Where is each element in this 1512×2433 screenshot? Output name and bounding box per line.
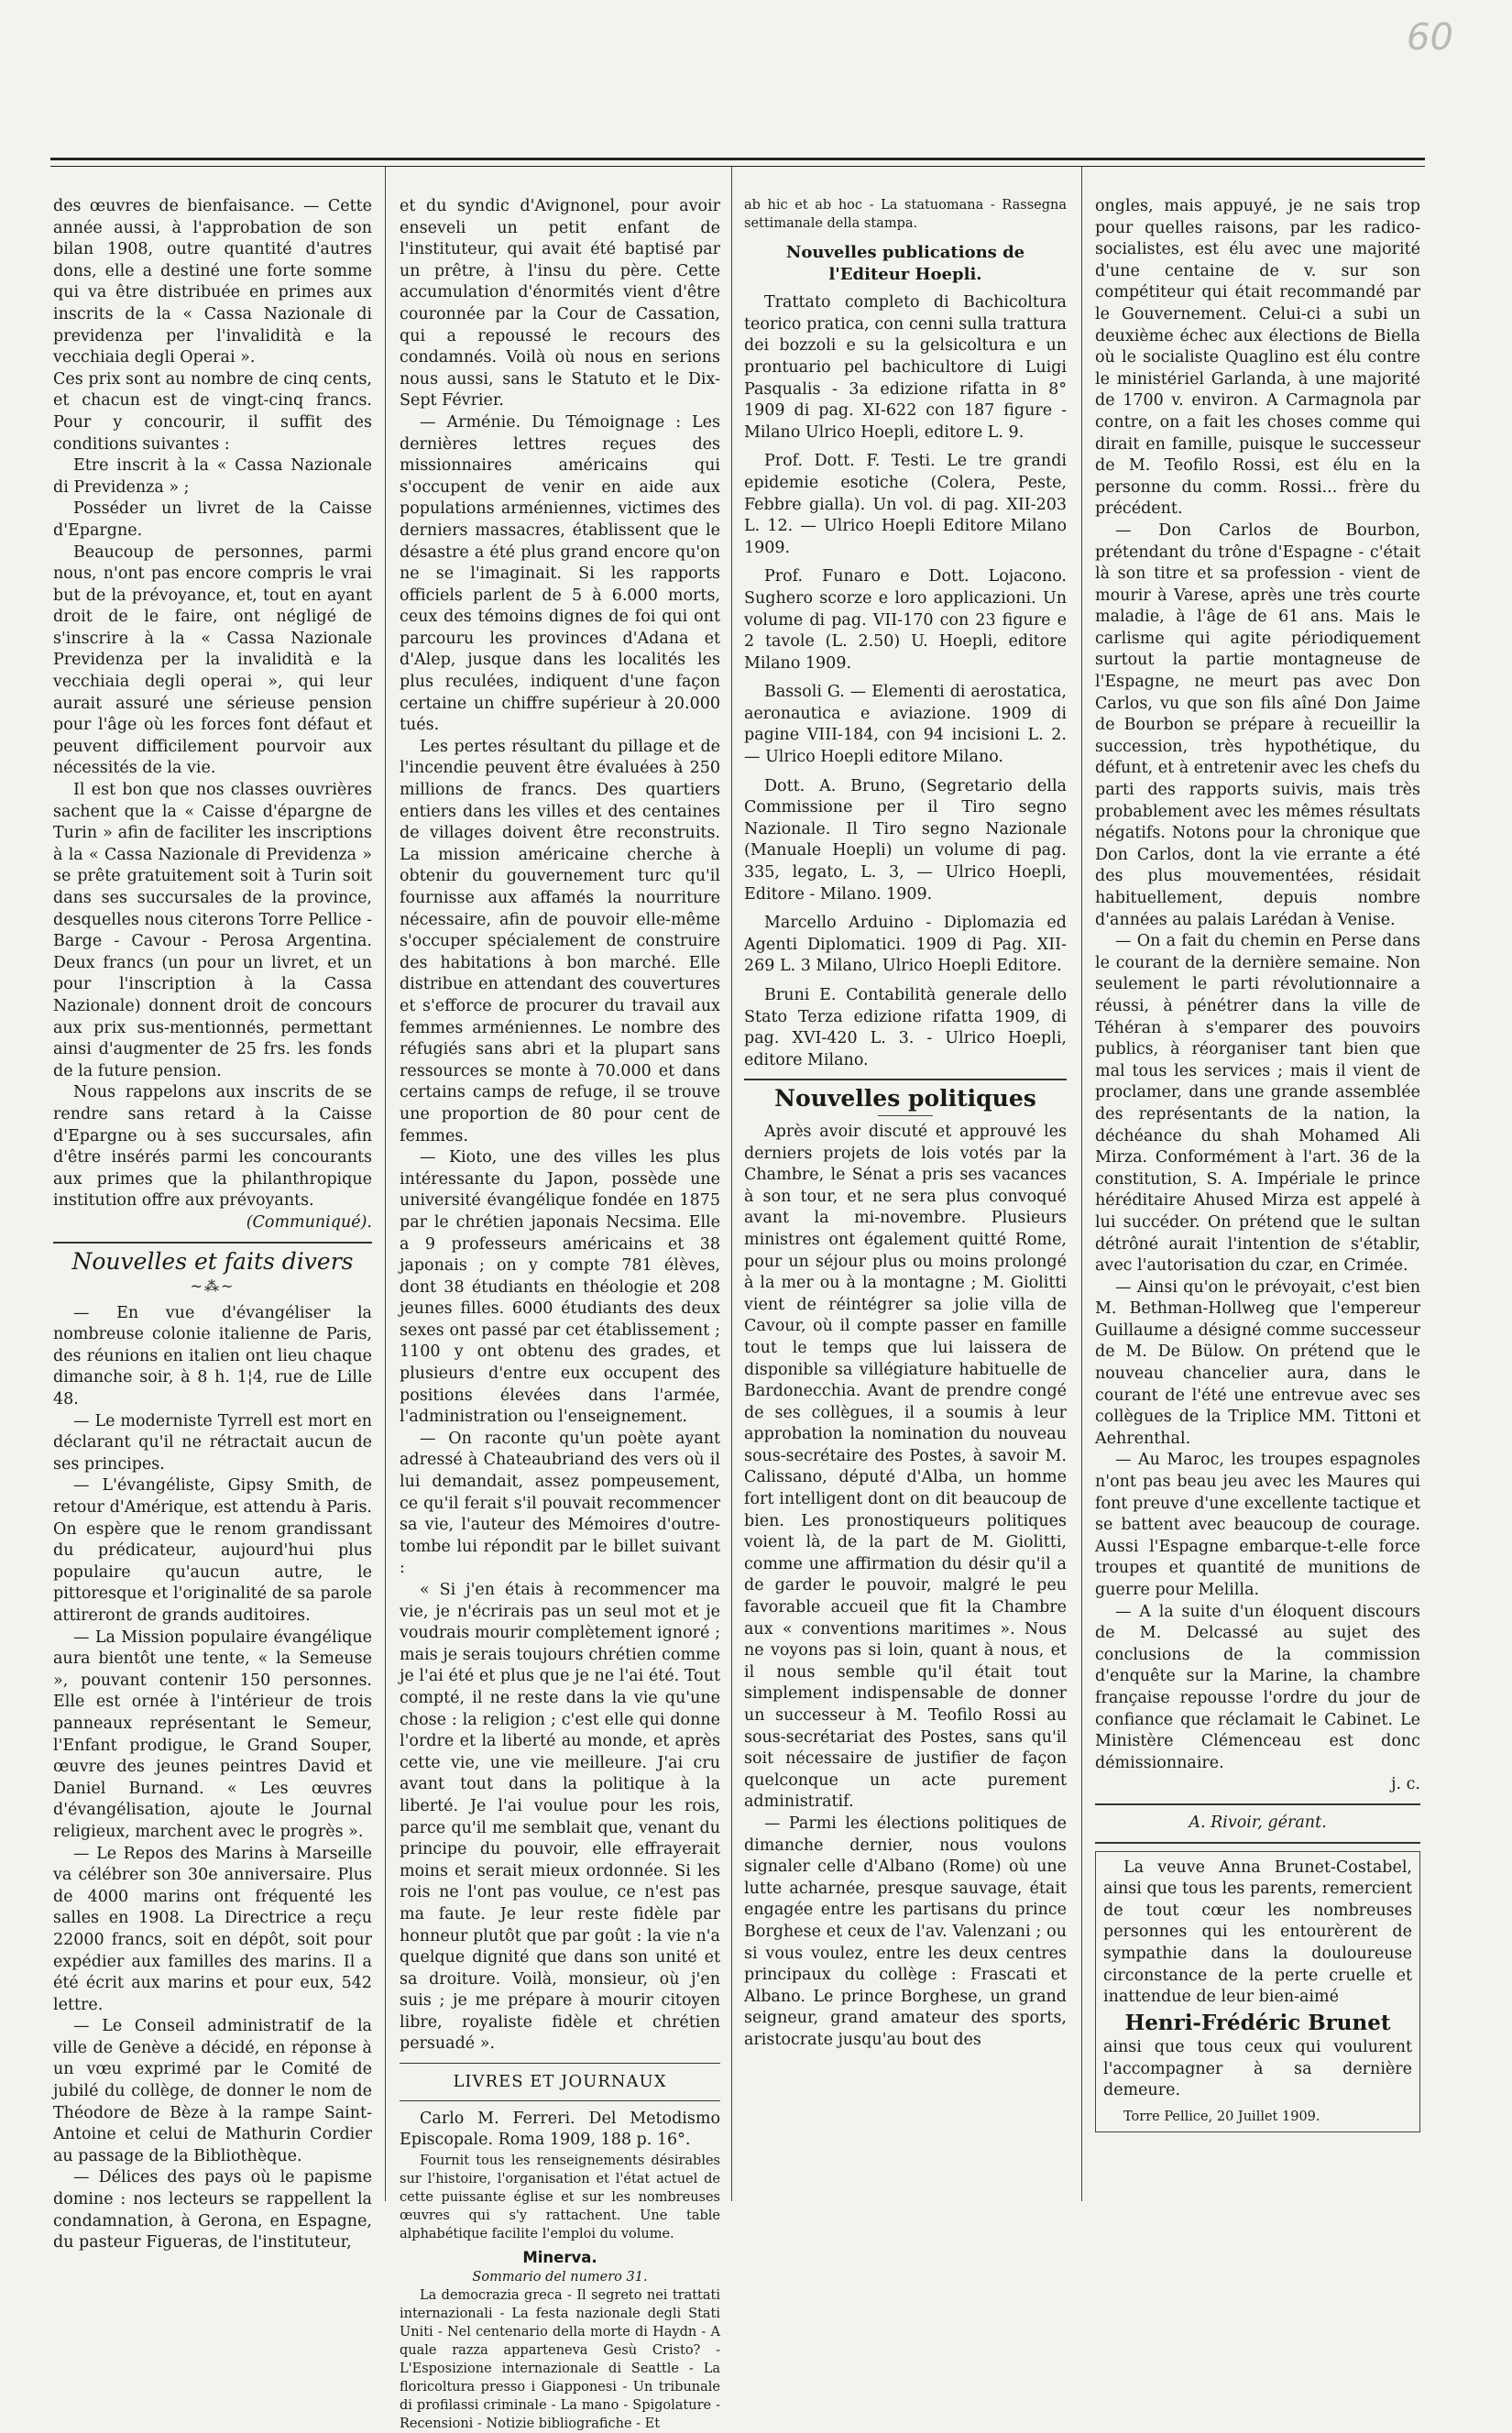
notice-text: ainsi que tous ceux qui voulurent l'accompagner à sa dernière demeure. <box>1103 2038 1412 2100</box>
book-entry: Prof. Funaro e Dott. Lojacono. Sughero scorze e loro applicazioni. Un volume di pag. VII-170 con 23 figure e 2 tavole (L. 2.50) U. Hoepli, editore Milano 1909. <box>744 567 1067 673</box>
news-item: — En vue d'évangéliser la nombreuse colonie italienne de Paris, des réunions en italien ont lieu chaque dimanche soir, à 8 h. 1¦4, rue de Lille 48. <box>53 1303 372 1409</box>
paragraph: « Si j'en étais à recommencer ma vie, je n'écrirais pas un seul mot et je voudrais mourir complètement ignoré ; mais je serais toujours chrétien comme je l'ai été et plus que je ne l'ai été. Tout compté, il ne reste dans la vie qu'une chose : la religion ; c'est elle qui donne l'ordre et la liberté au monde, et après cette vie, une vie meilleure. J'ai cru avant tout dans la politique à la liberté. Je l'ai voulue pour les rois, parce qu'il me semblait que, venant du principe du pouvoir, elle effrayerait moins et serait mieux ordonnée. Si les rois ne l'ont pas voulue, ce n'est pas ma faute. Je leur reste fidèle par honneur plutôt que par goût : la vie n'a quelque dignité que dans son unité et sa droiture. Voilà, monsieur, où j'en suis ; je me prépare à mourir citoyen libre, royaliste fidèle et chrétien persuadé ». <box>400 1581 720 2054</box>
book-entry: Bassoli G. — Elementi di aerostatica, aeronautica e aviazione. 1909 di pagine VIII-184, con 94 incisioni L. 2. — Ulrico Hoepli editore Milano. <box>744 683 1067 767</box>
column-divider <box>385 167 386 2201</box>
paragraph: Ces prix sont au nombre de cinq cents, et chacun est de vingt-cinq francs. Pour y concourir, il suffit des conditions suivantes : <box>53 369 372 454</box>
column-3 <box>744 196 1067 2164</box>
notice-text: La veuve Anna Brunet-Costabel, ainsi que tous les parents, remercient de tout cœur les nombreuses personnes qui les entourèrent de sympathie dans la douloureuse circonstance de la perte cruelle et inattendue de leur bien-aimé <box>1103 1858 1412 2007</box>
section-rule <box>1095 1803 1420 1805</box>
news-item: — La Mission populaire évangélique aura bientôt une tente, « la Semeuse », pouvant contenir 150 personnes. Elle est ornée à l'intérieur de trois panneaux représentant le Semeur, l'Enfant prodigue, le Grand Souper, œuvre des jeunes peintres David et Daniel Burnand. « Les œuvres d'évangélisation, ajoute le Journal religieux, marchent avec le progrès ». <box>53 1627 372 1841</box>
top-rule <box>50 158 1425 167</box>
title-underline <box>878 1115 933 1116</box>
section-rule <box>53 1242 372 1244</box>
minerva-title: Minerva. <box>522 2248 597 2266</box>
book-entry: Trattato completo di Bachicoltura teorico pratica, con cenni sulla trattura dei bozzoli e su la gelsicoltura e un prontuario pel bachicultore di Luigi Pasqualis - 3a edizione rifatta in 8° 1909 di pag. XI-622 con 187 figure - Milano Ulrico Hoepli, editore L. 9. <box>744 293 1067 442</box>
paragraph: Beaucoup de personnes, parmi nous, n'ont pas encore compris le vrai but de la prévoyance, et, tout en ayant droit de le faire, ont négligé de s'inscrire à la « Cassa Nazionale Previdenza per la invalidità e la vecchiaia degli operai », qui leur aurait assuré une sérieuse pension pour l'âge où les forces font défaut et peuvent difficilement pourvoir aux nécessités de la vie. <box>53 542 372 778</box>
section-title-hoepli: Nouvelles publications de l'Editeur Hoepli. <box>785 243 1025 284</box>
paragraph: Les pertes résultant du pillage et de l'incendie peuvent être évaluées à 250 millions de francs. Des quartiers entiers dans les villes et des centaines de villages doivent être reconstruits. La mission américaine cherche à obtenir du gouvernement turc qu'il fournisse aux affamés la nourriture nécessaire, afin de pouvoir elle-même s'occuper spécialement de construire des habitations à bon marché. Elle distribue en attendant des couvertures et s'efforce de procurer du travail aux femmes arméniennes. Le nombre des réfugiés sans abri et la plupart sans ressources se monte à 70.000 et dans certains camps de refuge, il se trouve une proportion de 80 pour cent de femmes. <box>400 737 720 1145</box>
paragraph: — Au Maroc, les troupes espagnoles n'ont pas beau jeu avec les Maures qui font preuve d'une excellente tactique et se battent avec beaucoup de courage. Aussi l'Espagne embarque-t-elle force troupes et quantité de munitions de guerre pour Melilla. <box>1095 1451 1420 1599</box>
death-notice <box>1095 1851 1420 2133</box>
news-item: — Le moderniste Tyrrell est mort en déclarant qu'il ne rétractait aucun de ses principes. <box>53 1411 372 1474</box>
paragraph: des œuvres de bienfaisance. — Cette année aussi, à l'approbation de son bilan 1908, outre quantité d'autres dons, elle a destiné une forte somme qui va être distribuée en primes aux inscrits de la « Cassa Nazionale di previdenza per l'invalidità e la vecchiaia degli Operai ». <box>53 197 372 367</box>
paragraph: — Ainsi qu'on le prévoyait, c'est bien M. Bethman-Hollweg que l'empereur Guillaume a désigné comme successeur de M. De Bülow. On prétend que le nouveau chancelier aura, dans le courant de l'été une entrevue avec ses collègues de la Triplice MM. Tittoni et Aehrenthal. <box>1095 1277 1420 1448</box>
communique-signature: (Communiqué). <box>246 1212 372 1232</box>
minerva-subtitle: Sommario del numero 31. <box>472 2270 648 2285</box>
news-item: — Délices des pays où le papisme domine : nos lecteurs se rappellent la condamnation, à Gerona, en Espagne, du pasteur Figueras, de l'instituteur, <box>53 2168 372 2252</box>
book-entry: Dott. A. Bruno, (Segretario della Commissione per il Tiro segno Nazionale. Il Tiro segno Nazionale (Manuale Hoepli) un volume di pag. 335, legato, L. 3, — Ulrico Hoepli, Editore - Milano. 1909. <box>744 776 1067 904</box>
gerant-line: A. Rivoir, gérant. <box>1189 1813 1327 1832</box>
ornament-icon: ~⁂~ <box>190 1277 236 1296</box>
paragraph: — Parmi les élections politiques de dimanche dernier, nous voulons signaler celle d'Albano (Rome) où une lutte acharnée, presque sauvage, était engagée entre les partisans du prince Borghese et ceux de l'av. Valenzani ; ou si vous voulez, entre les deux centres principaux du collège : Frascati et Albano. Le prince Borghese, un grand seigneur, grand amateur des sports, aristocrate jusqu'au bout des <box>744 1814 1067 2049</box>
paragraph: — Don Carlos de Bourbon, prétendant du trône d'Espagne - c'était là son titre et sa profession - vient de mourir à Varese, après une très courte maladie, à l'âge de 61 ans. Mais le carlisme qui agite périodiquement surtout la partie montagneuse de l'Espagne, ne meurt pas avec Don Carlos, vu que son fils aîné Don Jaime de Bourbon se prépare à recueillir la succession, très hypothétique, du défunt, et à entretenir avec les chefs du parti des rapports suivis, mais très probablement avec les mêmes résultats négatifs. Notons pour la chronique que Don Carlos, dont la vie errante a été des plus mouvementées, résidait habituellement, depuis nombre d'années au palais Larédan à Venise. <box>1095 521 1420 929</box>
column-1 <box>53 196 372 2252</box>
column-2 <box>400 196 720 2432</box>
book-entry: Carlo M. Ferreri. Del Metodismo Episcopale. Roma 1909, 188 p. 16°. <box>400 2109 720 2150</box>
column-4 <box>1095 196 1420 2164</box>
paragraph: ongles, mais appuyé, je ne sais trop pour quelles raisons, par les radico-socialistes, est élu avec une majorité d'une centaine de v. sur son compétiteur qui était recommandé par le Gouvernement. Celui-ci a subi un deuxième échec aux élections de Biella où le socialiste Quaglino est élu contre le ministériel Garlanda, à une majorité de 1700 v. environ. A Carmagnola par contre, on a fait les choses comme qui dirait en famille, puisque le successeur de M. Teofilo Rossi, est élu en la personne du comm. Rossi... frère du précédent. <box>1095 197 1420 519</box>
paragraph: ab hic et ab hoc - La statuomana - Rassegna settimanale della stampa. <box>744 198 1067 231</box>
paragraph: — Arménie. Du Témoignage : Les dernières lettres reçues des missionnaires américains qui s'occupent de venir en aide aux populations arméniennes, victimes des derniers massacres, établissent que le désastre a été plus grand encore qu'on ne se l'imaginait. Si les rapports officiels parlent de 5 à 6.000 morts, ceux des témoins dignes de foi qui ont parcouru les provinces d'Adana et d'Alep, jusque dans les localités les plus reculées, indiquent d'une façon certaine un chiffre supérieur à 20.000 tués. <box>400 412 720 735</box>
minerva-contents: La democrazia greca - Il segreto nei trattati internazionali - La festa nazionale degli Stati Uniti - Nel centenario della morte di Haydn - A quale razza apparteneva Gesù Cristo? - L'Esposizione internazionale di Seattle - La floricoltura presso i Giapponesi - Un tribunale di profilassi criminale - La mano - Spigolature - Recensioni - Notizie bibliografiche - Et <box>400 2288 720 2432</box>
news-item: — L'évangéliste, Gipsy Smith, de retour d'Amérique, est attendu à Paris. On espère que le renom grandissant du prédicateur, aujourd'hui plus populaire qu'aucun autre, le pittoresque et l'originalité de sa parole attireront de grands auditoires. <box>53 1476 372 1625</box>
article-signature: j. c. <box>1391 1775 1420 1794</box>
paragraph: et du syndic d'Avignonel, pour avoir enseveli un petit enfant de l'instituteur, qui avait été baptisé par un prêtre, à l'insu du père. Cette accumulation d'énormités vient d'être couronnée par la Cour de Cassation, qui a repoussé le recours des condamnés. Voilà où nous en serions nous aussi, sans le Statuto et le Dix-Sept Février. <box>400 197 720 411</box>
paragraph: — On raconte qu'un poète ayant adressé à Chateaubriand des vers où il lui demandait, assez pompeusement, ce qu'il ferait s'il pouvait recommencer sa vie, l'auteur des Mémoires d'outre-tombe lui répondit par le billet suivant : <box>400 1429 720 1578</box>
paragraph: Posséder un livret de la Caisse d'Epargne. <box>53 499 372 540</box>
page-number: 60 <box>1407 16 1453 59</box>
section-rule <box>744 1079 1067 1080</box>
book-entry: Marcello Arduino - Diplomazia ed Agenti Diplomatici. 1909 di Pag. XII-269 L. 3 Milano, Ulrico Hoepli Editore. <box>744 914 1067 976</box>
paragraph: Nous rappelons aux inscrits de se rendre sans retard à la Caisse d'Epargne ou à ses succursales, afin d'être insérés parmi les concourants aux primes que la philanthropique institution offre aux prévoyants. <box>53 1083 372 1211</box>
notice-name: Henri-Frédéric Brunet <box>1124 2010 1391 2035</box>
paragraph: Il est bon que nos classes ouvrières sachent que la « Caisse d'épargne de Turin » afin de faciliter les inscriptions à la « Cassa Nazionale di Previdenza » se prête gratuitement soit à Turin soit dans ses succursales de la province, desquelles nous citerons Torre Pellice - Barge - Cavour - Perosa Argentina. Deux francs (un pour un livret, et un pour l'inscription à la Cassa Nazionale) donnent droit de concours aux prix sus-mentionnés, permettant ainsi d'augmenter de 25 frs. les fonds de la future pension. <box>53 781 372 1080</box>
section-title-politiques: Nouvelles politiques <box>774 1085 1036 1112</box>
section-rule <box>1095 1842 1420 1844</box>
section-rule <box>400 2100 720 2101</box>
book-entry: Prof. Dott. F. Testi. Le tre grandi epidemie esotiche (Colera, Peste, Febbre gialla). Un vol. di pag. XII-203 L. 12. — Ulrico Hoepli Editore Milano 1909. <box>744 452 1067 557</box>
paragraph: — On a fait du chemin en Perse dans le courant de la dernière semaine. Non seulement le parti révolutionnaire a réussi, à pénétrer dans la ville de Téhéran à s'emparer des pouvoirs publics, à réorganiser tant bien que mal tous les services ; mais il vient de proclamer, dans une grande assemblée des représentants de la nation, la déchéance du shah Mohamed Ali Mirza. Conformément à l'art. 36 de la constitution, S. A. Impériale le prince héréditaire Ahused Mirza est appelé à lui succéder. On prétend que le sultan détrôné aurait l'intention de s'établir, avec l'autorisation du czar, en Crimée. <box>1095 932 1420 1276</box>
paragraph: Etre inscrit à la « Cassa Nazionale di Previdenza » ; <box>53 456 372 497</box>
notice-place-date: Torre Pellice, 20 Juillet 1909. <box>1123 2110 1320 2125</box>
section-rule <box>400 2063 720 2064</box>
section-title-faits-divers: Nouvelles et faits divers <box>71 1247 354 1275</box>
paragraph: — A la suite d'un éloquent discours de M. Delcassé au sujet des conclusions de la commission d'enquête sur la Marine, la chambre française repousse l'ordre du jour de confiance que réclamait le Cabinet. Le Ministère Clémenceau est donc démissionnaire. <box>1095 1602 1420 1772</box>
news-item: — Le Repos des Marins à Marseille va célébrer son 30e anniversaire. Plus de 4000 marins ont fréquenté les salles en 1908. La Directrice a reçu 22000 francs, soit en dépôt, soit pour expédier aux familles des marins. Il a été écrit aux marins et pour eux, 542 lettre. <box>53 1844 372 2014</box>
paragraph: — Kioto, une des villes les plus intéressante du Japon, possède une université évangélique fondée en 1875 par le chrétien japonais Necsima. Elle a 9 professeurs américains et 38 japonais ; on y compte 781 élèves, dont 38 étudiants en théologie et 208 jeunes filles. 6000 étudiants des deux sexes ont passé par cet établissement ; 1100 y ont obtenu des grades, et plusieurs d'entre eux occupent des positions élevées dans l'armée, l'administration ou l'enseignement. <box>400 1148 720 1427</box>
section-title-livres: LIVRES ET JOURNAUX <box>453 2072 667 2092</box>
news-item: — Le Conseil administratif de la ville de Genève a décidé, en réponse à un vœu exprimé par le Comité de jubilé du collège, de donner le nom de Théodore de Bèze à la rampe Saint-Antoine et celui de Mathurin Cordier au passage de la Bibliothèque. <box>53 2017 372 2165</box>
book-entry: Bruni E. Contabilità generale dello Stato Terza edizione rifatta 1909, di pag. XVI-420 L. 3. - Ulrico Hoepli, editore Milano. <box>744 986 1067 1069</box>
column-divider <box>731 167 732 2201</box>
paragraph: Après avoir discuté et approuvé les derniers projets de lois votés par la Chambre, le Sénat a pris ses vacances à son tour, et ne sera plus convoqué avant la mi-novembre. Plusieurs ministres ont également quitté Rome, pour un séjour plus ou moins prolongé à la mer ou à la montagne ; M. Giolitti vient de réintégrer sa jolie villa de Cavour, où il compte passer en famille tout le temps que lui laissera de disponible sa villégiature habituelle de Bardonecchia. Avant de prendre congé de ses collègues, il a soumis à leur approbation la nomination du nouveau sous-secrétaire des Postes, à savoir M. Calissano, député d'Alba, un homme fort intelligent dont on dit beaucoup de bien. Les pronostiqueurs politiques voient là, de la part de M. Giolitti, comme une affirmation du désir qu'il a de garder le pouvoir, malgré le peu favorable accueil que fit la Chambre aux « conventions maritimes ». Nous ne voyons pas si loin, quant à nous, et il nous semble qu'il était tout simplement indispensable de donner un successeur à M. Teofilo Rossi au sous-secrétariat des Postes, sans qu'il soit nécessaire de justifier de façon quelconque un acte purement administratif. <box>744 1122 1067 1812</box>
book-note: Fournit tous les renseignements désirables sur l'histoire, l'organisation et l'état actuel de cette puissante église et sur les nombreuses œuvres qui s'y rattachent. Une table alphabétique facilite l'emploi du volume. <box>400 2153 720 2241</box>
column-divider <box>1081 167 1082 2201</box>
